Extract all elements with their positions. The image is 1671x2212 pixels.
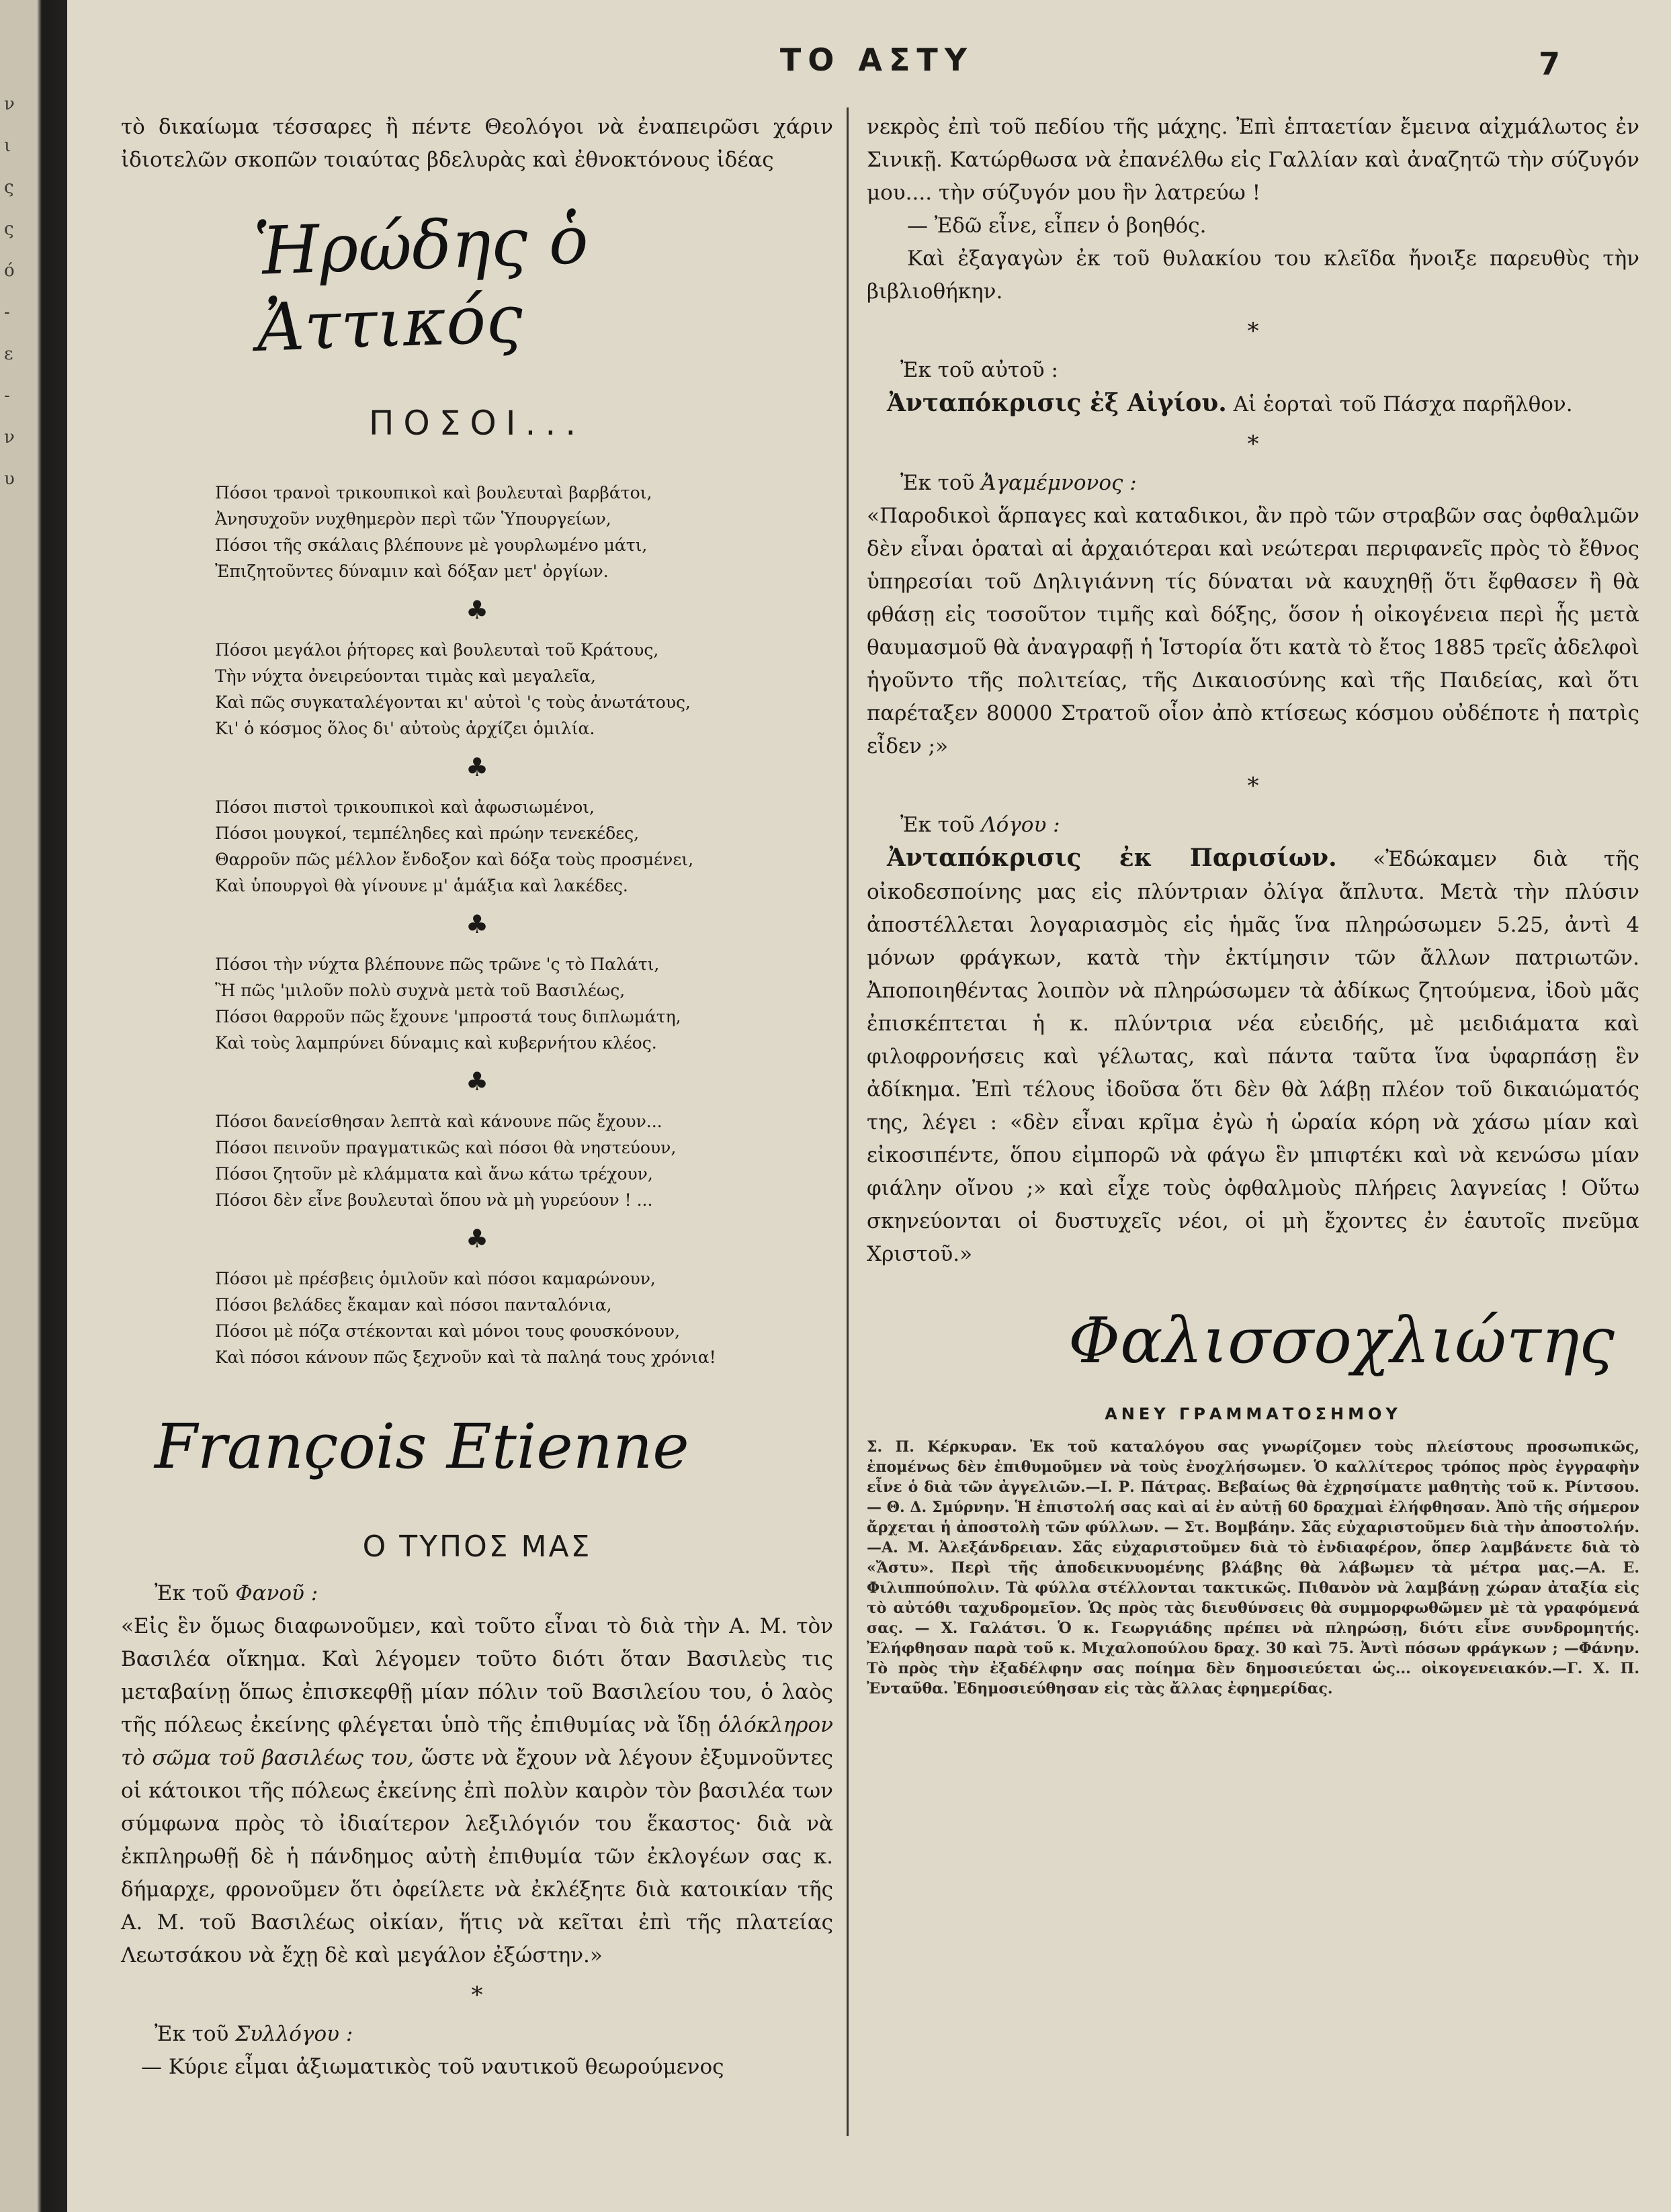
club-ornament-icon: ♣ bbox=[465, 752, 489, 782]
report-text: «Ἐδώκαμεν διὰ τῆς οἰκοδεσποίνης μας εἰς πλύντριαν ὀλίγα ἄπλυτα. Μετὰ τὴν πλύσιν ἀποστέλλεται λογαριασμὸς εἰς ἡμᾶς ἵνα πληρώσωμεν 5.25, ἀντὶ 4 μόνων φράγκων, κατὰ τὴν ἐκτίμησιν τῶν ἄλλων πατριωτῶν. Ἀποποιηθέντας λοιπὸν νὰ πληρώσωμεν τὰ ἀδίκως ζητούμενα, ἰδοὺ μᾶς ἐπισκέπτεται ἡ κ. πλύντρια νέα εὐειδής, μὲ μειδιάματα καὶ φιλοφρονήσεις καὶ γέλωτας, καὶ πάντα ταῦτα ἵνα ὑφαρπάσῃ ἓν ἀδίκημα. Ἐπὶ τέλους ἰδοῦσα ὅτι δὲν θὰ λάβῃ πλέον τοῦ δικαιώματός της, λέγει : «δὲν εἶναι κρῖμα ἐγὼ ἡ ὡραία κόρη νὰ χάσω μίαν καὶ εἰκοσιπέντε, ὅπου εἰμπορῶ νὰ φάγω ἓν μπιφτέκι καὶ νὰ κενώσω μίαν φιάλην οἴνου ;» καὶ εἶχε τοὺς ὀφθαλμοὺς πλήρεις λαγνείας ! Οὕτω σκηνεύονται οἱ δυστυχεῖς νέοι, οἱ μὴ ἔχοντες ἐν ἑαυτοῖς πνεῦμα Χριστοῦ.» bbox=[867, 847, 1640, 1266]
publication-name: Συλλόγου : bbox=[235, 2022, 353, 2046]
edge-glyph: - bbox=[4, 302, 10, 322]
asterisk-separator: * bbox=[1247, 431, 1259, 457]
signature-herodes: Ἡρώδης ὁ Ἀττικός bbox=[253, 202, 590, 367]
quote-paragraph: «Παροδικοὶ ἅρπαγες καὶ καταδικοι, ἂν πρὸ τῶν στραβῶν σας ὀφθαλμῶν δὲν εἶναι ὁραταὶ αἱ ἀρχαιότεραι καὶ νεώτεραι περιφανεῖς πρὸς τὸ ἔθνος ὑπηρεσίαι τοῦ Δηλιγιάννη τίς δύναται νὰ καυχηθῇ ὅτι ἔφθασεν ἢ θὰ φθάσῃ εἰς τοσοῦτον τιμῆς καὶ δόξης, ὅσον ἡ οἰκογένεια περὶ ἧς μετὰ θαυμασμοῦ θὰ ἀναγραφῇ ἡ Ἱστορία ὅτι κατὰ τὸ ἔτος 1885 τρεῖς ἀδελφοὶ ἡγοῦντο τῆς πολιτείας, τῆς Δικαιοσύνης καὶ τῆς Παιδείας, καὶ ὅτι παρέταξεν 80000 Στρατοῦ οἷον ἀπὸ κτίσεως κόσμου οὐδέποτε ἡ πατρὶς εἶδεν ;» bbox=[867, 504, 1639, 758]
asterisk-separator: * bbox=[471, 1982, 483, 2008]
signature-author: Φαλισσοχλιώτης bbox=[1068, 1304, 1615, 1378]
report-paragraph bbox=[867, 842, 1639, 1271]
left-column bbox=[121, 111, 833, 2084]
verse-line: Πόσοι δὲν εἶνε βουλευταὶ ὅπου νὰ μὴ γυρεύουν ! ... bbox=[215, 1190, 653, 1210]
publication-name: αὐτοῦ : bbox=[981, 358, 1058, 382]
story-paragraph: — Ἐδῶ εἶνε, εἶπεν ὁ βοηθός. bbox=[907, 214, 1207, 238]
newspaper-page bbox=[67, 0, 1671, 2212]
quote-paragraph: — Κύριε εἶμαι ἀξιωματικὸς τοῦ ναυτικοῦ θεωρούμενος bbox=[141, 2055, 724, 2079]
source-prefix: Ἐκ τοῦ bbox=[900, 471, 975, 495]
story-paragraph: Καὶ ἐξαγαγὼν ἐκ τοῦ θυλακίου του κλεῖδα ἤνοιξε παρευθὺς τὴν βιβλιοθήκην. bbox=[867, 247, 1639, 304]
verse-line: Ἢ πῶς 'μιλοῦν πολὺ συχνὰ μετὰ τοῦ Βασιλέως, bbox=[215, 981, 626, 1000]
edge-glyph: ό bbox=[4, 261, 15, 281]
verse-line: Πόσοι πεινοῦν πραγματικῶς καὶ πόσοι θὰ νηστεύουν, bbox=[215, 1138, 677, 1157]
verse-line: Πόσοι μὲ πρέσβεις ὁμιλοῦν καὶ πόσοι καμαρώνουν, bbox=[215, 1269, 656, 1288]
source-prefix: Ἐκ τοῦ bbox=[155, 2022, 229, 2046]
poem-stanza bbox=[215, 1266, 833, 1370]
source-line bbox=[867, 467, 1639, 500]
verse-line: Πόσοι μεγάλοι ῥήτορες καὶ βουλευταὶ τοῦ Κράτους, bbox=[215, 640, 659, 660]
report-heading: Ἀνταπόκρισις ἐκ Παρισίων. bbox=[887, 844, 1337, 872]
verse-line: Καὶ τοὺς λαμπρύνει δύναμις καὶ κυβερνήτου κλέος. bbox=[215, 1033, 657, 1053]
column-divider bbox=[847, 107, 849, 2136]
verse-line: Πόσοι τρανοὶ τρικουπικοὶ καὶ βουλευταὶ βαρβάτοι, bbox=[215, 483, 652, 502]
publication-name: Λόγου : bbox=[981, 813, 1060, 837]
asterisk-separator: * bbox=[1247, 318, 1259, 345]
verse-line: Πόσοι ζητοῦν μὲ κλάμματα καὶ ἄνω κάτω τρέχουν, bbox=[215, 1164, 653, 1184]
source-prefix: Ἐκ τοῦ bbox=[900, 358, 975, 382]
source-line bbox=[867, 354, 1639, 387]
correspondence-text: Σ. Π. Κέρκυραν. Ἐκ τοῦ καταλόγου σας γνωρίζομεν τοὺς πλείστους προσωπικῶς, ἐπομένως δὲν ἐπιθυμοῦμεν νὰ τοὺς ἐνοχλήσωμεν. Ὁ καλλίτερος τρόπος πρὸς ἐγγραφὴν εἶνε ὁ διὰ τῶν ἀγγελιῶν.—Ι. Ρ. Πάτρας. Βεβαίως θὰ ἐχρησίματε μαθητὴς τοῦ κ. Ρίντσου. — Θ. Δ. Σμύρνην. Ἡ ἐπιστολή σας καὶ αἱ ἐν αὐτῇ 60 δραχμαὶ ἐλήφθησαν. Ἀπὸ τῆς σήμερον ἄρχεται ἡ ἀποστολὴ τῶν φύλλων. — Στ. Βομβάην. Σᾶς εὐχαριστοῦμεν διὰ τὴν ἀποστολήν.—Α. Μ. Ἀλεξάνδρειαν. Σᾶς εὐχαριστοῦμεν διὰ τὸ ἐνδιαφέρον, ὅπερ λαμβάνετε διὰ τὸ «Ἄστυ». Περὶ τῆς ἀποδεικνυομένης βλάβης θὰ λάβωμεν τὰ μέτρα μας.—Α. Ε. Φιλιππούπολιν. Τὰ φύλλα στέλλονται τακτικῶς. Πιθανὸν νὰ λαμβάνῃ χώραν ἀταξία εἰς τὸ αὐτόθι ταχυδρομεῖον. Ὡς πρὸς τὰς διευθύνσεις θὰ συμμορφωθῶμεν μὲ τὰ γραφόμενά σας. — Χ. Γαλάτσι. Ὁ κ. Γεωργιάδης πρέπει νὰ πληρώσῃ, διότι εἶνε συνδρομητής. Ἐλήφθησαν παρὰ τοῦ κ. Μιχαλοπούλου δραχ. 30 καὶ 75. Ἀντὶ πόσων φράγκων ; —Φάνην. Τὸ πρὸς τὴν ἐξαδέλφην σας ποίημα δὲν δημοσιεύεται ὡς... οἰκογενειακόν.—Γ. Χ. Π. Ἐνταῦθα. Ἐδημοσιεύθησαν εἰς τὰς ἄλλας ἐφημερίδας. bbox=[867, 1438, 1639, 1697]
section-title: Ο ΤΥΠΟΣ ΜΑΣ bbox=[362, 1530, 592, 1564]
intro-paragraph: τὸ δικαίωμα τέσσαρες ἢ πέντε Θεολόγοι νὰ ἐναπειρῶσι χάριν ἰδιοτελῶν σκοπῶν τοιαύτας βδελυρὰς καὶ ἐθνοκτόνους ἰδέας bbox=[121, 115, 833, 172]
asterisk-separator: * bbox=[1247, 772, 1259, 799]
quote-text: ὥστε νὰ ἔχουν νὰ λέγουν ἐξυμνοῦντες οἱ κάτοικοι τῆς πόλεως ἐκείνης ἐπὶ πολὺν καιρὸν τὸν βασιλέα των σύμφωνα πρὸς τὸ ἰδιαίτερον λεξιλόγιόν του ἕκαστος· διὰ νὰ ἐκπληρωθῇ δὲ ἡ πάνδημος αὐτὴ ἐπιθυμία τῶν ἐκλογέων σας κ. δήμαρχε, φρονοῦμεν ὅτι ὀφείλετε νὰ ἐκλέξητε διὰ κατοικίαν τῆς Α. Μ. τοῦ Βασιλέως οἰκίαν, ἥτις νὰ κεῖται ἐπὶ τῆς πλατείας Λεωτσάκου νὰ ἔχῃ δὲ καὶ μεγάλον ἐξώστην.» bbox=[121, 1746, 833, 1967]
quote-italic: ὁλόκληρον τὸ σῶμα τοῦ βασιλέως του, bbox=[121, 1713, 833, 1770]
club-ornament-icon: ♣ bbox=[465, 595, 489, 625]
edge-glyph: ς bbox=[4, 177, 14, 197]
edge-glyph: ν bbox=[4, 427, 15, 447]
verse-line: Θαρροῦν πῶς μέλλον ἔνδοξον καὶ δόξα τοὺς προσμένει, bbox=[215, 850, 694, 869]
source-line bbox=[121, 2018, 833, 2051]
source-prefix: Ἐκ τοῦ bbox=[155, 1581, 229, 1605]
poem-stanza bbox=[215, 794, 833, 899]
verse-line: Καὶ ὑπουργοὶ θὰ γίνουνε μ' ἁμάξια καὶ λακέδες. bbox=[215, 876, 628, 895]
source-line bbox=[121, 1577, 833, 1610]
club-ornament-icon: ♣ bbox=[465, 1224, 489, 1253]
verse-line: Πόσοι πιστοὶ τρικουπικοὶ καὶ ἀφωσιωμένοι, bbox=[215, 797, 595, 817]
verse-line: Πόσοι μὲ πόζα στέκονται καὶ μόνοι τους φουσκόνουν, bbox=[215, 1321, 681, 1341]
quote-paragraph bbox=[121, 1610, 833, 1972]
verse-line: Πόσοι δανείσθησαν λεπτὰ καὶ κάνουνε πῶς ἔχουν... bbox=[215, 1112, 662, 1131]
publication-name: Φανοῦ : bbox=[235, 1581, 318, 1605]
correspondence-title: ΑΝΕΥ ΓΡΑΜΜΑΤΟΣΗΜΟΥ bbox=[1105, 1405, 1402, 1423]
verse-line: Πόσοι τὴν νύχτα βλέπουνε πῶς τρῶνε 'ς τὸ Παλάτι, bbox=[215, 955, 660, 974]
verse-line: Πόσοι θαρροῦν πῶς ἔχουνε 'μπροστά τους διπλωμάτη, bbox=[215, 1007, 681, 1026]
poem-stanza bbox=[215, 951, 833, 1056]
publication-name: Ἀγαμέμνονος : bbox=[981, 471, 1137, 495]
edge-glyph: ς bbox=[4, 219, 14, 239]
club-ornament-icon: ♣ bbox=[465, 910, 489, 939]
verse-line: Πόσοι τῆς σκάλαις βλέπουνε μὲ γουρλωμένο μάτι, bbox=[215, 535, 648, 555]
right-column bbox=[867, 111, 1639, 1699]
verse-line: Πόσοι μουγκοί, τεμπέληδες καὶ πρώην τενεκέδες, bbox=[215, 824, 640, 843]
verse-line: Ἀνησυχοῦν νυχθημερὸν περὶ τῶν Ὑπουργείων, bbox=[215, 509, 611, 529]
edge-glyph: - bbox=[4, 386, 10, 406]
edge-glyphs bbox=[4, 94, 24, 511]
edge-glyph: ν bbox=[4, 94, 15, 114]
verse-line: Κι' ὁ κόσμος ὅλος δι' αὐτοὺς ἀρχίζει ὁμιλία. bbox=[215, 719, 595, 738]
verse-line: Τὴν νύχτα ὀνειρεύονται τιμὰς καὶ μεγαλεῖα, bbox=[215, 666, 596, 686]
poem-stanza bbox=[215, 637, 833, 742]
report-paragraph bbox=[867, 387, 1639, 421]
edge-glyph: υ bbox=[4, 469, 15, 489]
verse-line: Ἐπιζητοῦντες δύναμιν καὶ δόξαν μετ' ὀργίων. bbox=[215, 562, 609, 581]
poem-title: ΠΟΣΟΙ... bbox=[368, 404, 586, 443]
quote-text: «Εἰς ἓν ὅμως διαφωνοῦμεν, καὶ τοῦτο εἶναι τὸ διὰ τὴν Α. Μ. τὸν Βασιλέα οἴκημα. Καὶ λέγομεν τοῦτο διότι ὅταν Βασιλεὺς τις μεταβαίνῃ ὅπως ἐπισκεφθῇ μίαν πόλιν τοῦ Βασιλείου του, ὁ λαὸς τῆς πόλεως ἐκείνης φλέγεται ὑπὸ τῆς ἐπιθυμίας νὰ ἴδῃ bbox=[121, 1614, 833, 1737]
verse-line: Καὶ πῶς συγκαταλέγονται κι' αὐτοὶ 'ς τοὺς ἀνωτάτους, bbox=[215, 693, 691, 712]
edge-glyph: ι bbox=[4, 136, 11, 156]
verse-line: Πόσοι βελάδες ἔκαμαν καὶ πόσοι πανταλόνια, bbox=[215, 1295, 612, 1315]
edge-glyph: ε bbox=[4, 344, 13, 364]
newspaper-title: ΤΟ ΑΣΤΥ bbox=[779, 42, 974, 78]
signature-francois: François Etienne bbox=[155, 1411, 689, 1483]
verse-line: Καὶ πόσοι κάνουν πῶς ξεχνοῦν καὶ τὰ παληά τους χρόνια! bbox=[215, 1347, 716, 1367]
poem-stanza bbox=[215, 480, 833, 584]
club-ornament-icon: ♣ bbox=[465, 1067, 489, 1096]
page-number: 7 bbox=[1539, 46, 1561, 82]
binding-edge bbox=[0, 0, 67, 2212]
report-text: Αἱ ἑορταὶ τοῦ Πάσχα παρῆλθον. bbox=[1233, 392, 1573, 416]
source-prefix: Ἐκ τοῦ bbox=[900, 813, 975, 837]
report-heading: Ἀνταπόκρισις ἐξ Αἰγίου. bbox=[887, 389, 1227, 417]
poem-stanza bbox=[215, 1108, 833, 1213]
source-line bbox=[867, 809, 1639, 842]
story-paragraph: νεκρὸς ἐπὶ τοῦ πεδίου τῆς μάχης. Ἐπὶ ἑπταετίαν ἔμεινα αἰχμάλωτος ἐν Σινικῇ. Κατώρθωσα νὰ ἐπανέλθω εἰς Γαλλίαν καὶ ἀναζητῶ τὴν σύζυγόν μου.... τὴν σύζυγόν μου ἣν λατρεύω ! bbox=[867, 115, 1639, 205]
